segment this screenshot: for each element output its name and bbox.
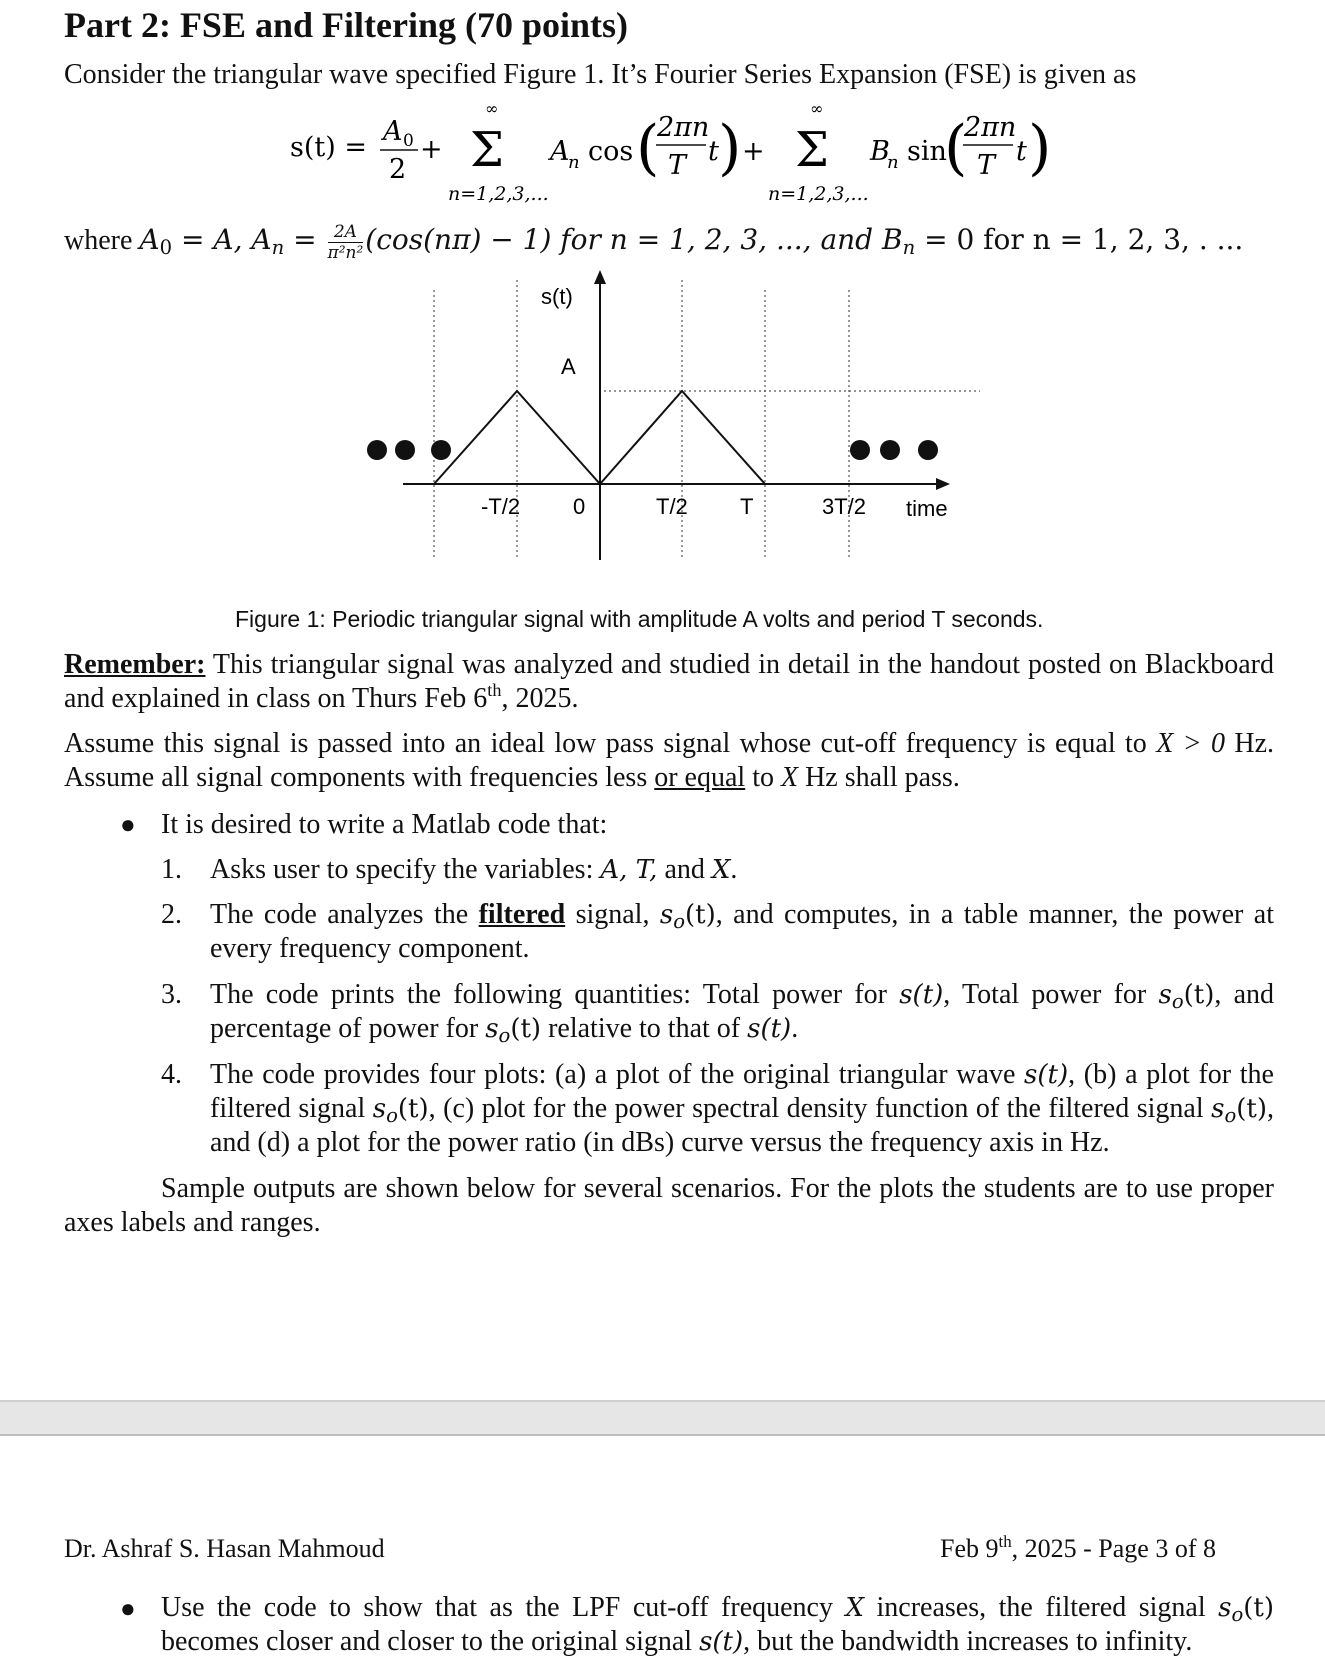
- item-3-text: [210, 978, 1274, 1046]
- where-eqa: = A, A: [172, 222, 272, 256]
- bullet-2-so: s: [1218, 1593, 1232, 1623]
- assume-x: X: [780, 762, 799, 793]
- bullet-2-text: [161, 1591, 1274, 1659]
- eq-paren-open-1: (: [636, 113, 660, 183]
- footer-author: Dr. Ashraf S. Hasan Mahmoud: [64, 1534, 385, 1563]
- tick-label-zero: 0: [573, 494, 586, 519]
- item-2-text: [210, 898, 1274, 966]
- where-num: 2A: [328, 222, 364, 243]
- item-2-number: 2.: [161, 899, 182, 930]
- eq-twopin-1: 2πn: [657, 112, 710, 143]
- eq-sigma-1: Σ: [470, 122, 504, 178]
- bullet-2-x: X: [845, 1593, 865, 1623]
- item-4-c: , (c) plot for the power spectral density function of the filtered signal: [428, 1093, 1212, 1124]
- eq-cos: cos: [588, 136, 634, 167]
- fse-equation: [0, 98, 1325, 208]
- remember-text-end: , 2025.: [501, 683, 579, 714]
- bullet-2-marker: ●: [120, 1594, 136, 1623]
- bullet-2-c: becomes closer and closer to the original signal: [161, 1626, 700, 1657]
- tick-label-T: T: [740, 494, 754, 519]
- where-eq: =: [284, 222, 326, 256]
- item-3-so-1: s: [1158, 980, 1172, 1010]
- item-4-number: 4.: [161, 1059, 182, 1090]
- item-4-st: s(t): [1024, 1060, 1069, 1090]
- item-4-text: [210, 1058, 1274, 1160]
- bullet-2-d: , but the bandwidth increases to infinity.: [743, 1626, 1193, 1657]
- remember-sup: th: [487, 680, 502, 701]
- eq-t-2: t: [1016, 136, 1027, 167]
- item-3-st-2: s(t): [747, 1014, 792, 1044]
- where-end: = 0 for n = 1, 2, 3, . ...: [915, 222, 1244, 256]
- eq-range-1: n=1,2,3,...: [448, 183, 549, 205]
- bullet-2-st: s(t): [699, 1627, 744, 1657]
- item-2-targ: (t): [685, 900, 716, 930]
- item-4-so-2: s: [1211, 1094, 1225, 1124]
- item-1-vars: A, T,: [600, 855, 658, 885]
- item-3-so-2: s: [485, 1014, 499, 1044]
- item-3-b: , Total power for: [943, 979, 1159, 1010]
- assume-text-4: Hz shall pass.: [798, 762, 960, 793]
- item-4-a: The code provides four plots: (a) a plot of the original triangular wave: [210, 1059, 1025, 1090]
- where-an-sub: n: [271, 235, 285, 259]
- item-1-b: and: [657, 854, 712, 885]
- assume-text-1: Assume this signal is passed into an ideal low pass signal whose cut-off frequency is equal to: [64, 728, 1157, 759]
- eq-bn: B: [870, 136, 890, 167]
- item-1-c: .: [730, 854, 738, 885]
- assume-underline: or equal: [654, 762, 746, 793]
- dot-left-2: [395, 440, 415, 460]
- item-2-c: , and computes, in a table manner, the power at every frequency component.: [210, 899, 1274, 964]
- eq-an-sub: n: [568, 152, 580, 173]
- eq-T-2: T: [977, 150, 996, 181]
- x-axis-arrow: [936, 478, 950, 490]
- item-1-a: Asks user to specify the variables:: [210, 854, 601, 885]
- where-a0-sub: 0: [159, 235, 173, 259]
- bullet-1-marker: ●: [120, 810, 136, 839]
- where-den: π²n²: [327, 243, 364, 263]
- footer-date-a: Feb 9: [940, 1534, 999, 1563]
- eq-sigma-2: Σ: [795, 122, 829, 178]
- x-axis-label: time: [906, 496, 948, 521]
- footer-date: [940, 1532, 1216, 1566]
- item-3-number: 3.: [161, 979, 182, 1010]
- eq-sin: sin: [907, 136, 947, 167]
- item-3-c: , and percentage of power for: [210, 979, 1275, 1044]
- eq-T-1: T: [668, 150, 687, 181]
- footer-date-b: , 2025 - Page 3 of 8: [1011, 1534, 1216, 1563]
- item-2-a: The code analyzes the: [210, 899, 479, 930]
- item-4-so-1: s: [372, 1094, 387, 1124]
- item-4-so-sub-1: o: [386, 1103, 398, 1127]
- remember-paragraph: [64, 648, 1274, 716]
- y-axis-label: s(t): [541, 284, 573, 309]
- item-3-st-1: s(t): [899, 980, 944, 1010]
- where-mid: (cos(nπ) − 1) for n = 1, 2, 3, ..., and B: [365, 222, 903, 256]
- dot-right-1: [850, 440, 870, 460]
- item-3-targ-2: (t): [510, 1014, 542, 1044]
- item-2-b: signal,: [565, 899, 660, 930]
- item-1-text: [210, 853, 737, 887]
- where-prefix: where: [64, 224, 140, 256]
- dot-left-1: [367, 440, 387, 460]
- eq-inf-2: ∞: [810, 99, 824, 118]
- assume-text-3: to: [745, 762, 781, 793]
- item-2-so-sub: o: [673, 909, 686, 933]
- eq-lhs: s(t) =: [290, 132, 367, 163]
- assume-cond: X > 0: [1156, 728, 1225, 759]
- where-a0: A: [139, 222, 160, 256]
- item-4-targ-1: (t): [397, 1094, 429, 1124]
- tick-label-neg-half: -T/2: [481, 494, 521, 519]
- bullet-2-so-sub: o: [1231, 1602, 1244, 1626]
- bullet-2-b: increases, the filtered signal: [864, 1592, 1219, 1623]
- dot-left-3: [431, 440, 451, 460]
- tick-label-three-half: 3T/2: [822, 494, 867, 519]
- item-2-bold: filtered: [478, 899, 566, 930]
- eq-t-1: t: [708, 136, 719, 167]
- eq-bn-sub: n: [887, 152, 899, 173]
- item-1-number: 1.: [161, 854, 182, 885]
- eq-paren-close-2: ): [1028, 113, 1052, 183]
- eq-a0-sub: 0: [403, 131, 414, 151]
- dot-right-2: [880, 440, 900, 460]
- item-4-b: , (b) a plot for the filtered signal: [210, 1059, 1274, 1124]
- eq-plus-1: +: [420, 134, 443, 165]
- remember-label: Remember:: [64, 649, 206, 680]
- item-3-a: The code prints the following quantities: Total power for: [210, 979, 900, 1010]
- bullet-2-a: Use the code to show that as the LPF cut-off frequency: [161, 1592, 846, 1623]
- assume-text-2: Hz. Assume all signal components with frequencies less: [64, 728, 1275, 793]
- amplitude-label: A: [561, 354, 576, 379]
- section-title: Part 2: FSE and Filtering (70 points): [64, 5, 628, 45]
- footer-date-sup: th: [998, 1531, 1012, 1551]
- eq-den2: 2: [389, 154, 407, 185]
- eq-twopin-2: 2πn: [964, 112, 1017, 143]
- eq-paren-open-2: (: [944, 113, 968, 183]
- item-3-so-sub-1: o: [1171, 989, 1184, 1013]
- item-2-so: s: [659, 900, 674, 930]
- eq-range-2: n=1,2,3,...: [768, 183, 869, 205]
- eq-paren-close-1: ): [718, 113, 742, 183]
- coefficients-line: [64, 222, 1243, 263]
- item-4-d: , and (d) a plot for the power ratio (in dBs) curve versus the frequency axis in Hz.: [210, 1093, 1274, 1158]
- remember-text: This triangular signal was analyzed and studied in detail in the handout posted on Blackboard and explained in class on Thurs Feb 6: [64, 649, 1274, 714]
- item-3-e: .: [791, 1013, 799, 1044]
- eq-inf-1: ∞: [485, 99, 499, 118]
- item-4-targ-2: (t): [1236, 1094, 1267, 1124]
- tick-label-half: T/2: [656, 494, 688, 519]
- assume-paragraph: [64, 727, 1274, 795]
- sample-paragraph: Sample outputs are shown below for several scenarios. For the plots the students are to use proper axes labels and ranges.: [64, 1173, 1274, 1238]
- bullet-1-text: It is desired to write a Matlab code that:: [161, 809, 608, 840]
- item-3-targ-1: (t): [1183, 980, 1215, 1010]
- page-separator: [0, 1400, 1325, 1436]
- figure-caption: Figure 1: Periodic triangular signal with amplitude A volts and period T seconds.: [235, 606, 1044, 632]
- item-4-so-sub-2: o: [1224, 1103, 1237, 1127]
- where-fraction: [328, 222, 364, 263]
- dot-right-3: [918, 440, 938, 460]
- where-bn-sub: n: [902, 235, 916, 259]
- eq-an: A: [550, 136, 570, 167]
- item-3-d: relative to that of: [541, 1013, 748, 1044]
- y-axis-arrow: [594, 270, 606, 284]
- bullet-2-targ: (t): [1243, 1593, 1274, 1623]
- item-3-so-sub-2: o: [498, 1023, 511, 1047]
- item-1-x: X: [711, 855, 731, 885]
- triangular-wave-figure: [0, 270, 1325, 600]
- eq-a0: A: [383, 116, 403, 147]
- intro-text: Consider the triangular wave specified Figure 1. It’s Fourier Series Expansion (FSE) is given as: [64, 59, 1137, 90]
- eq-plus-2: +: [742, 136, 765, 167]
